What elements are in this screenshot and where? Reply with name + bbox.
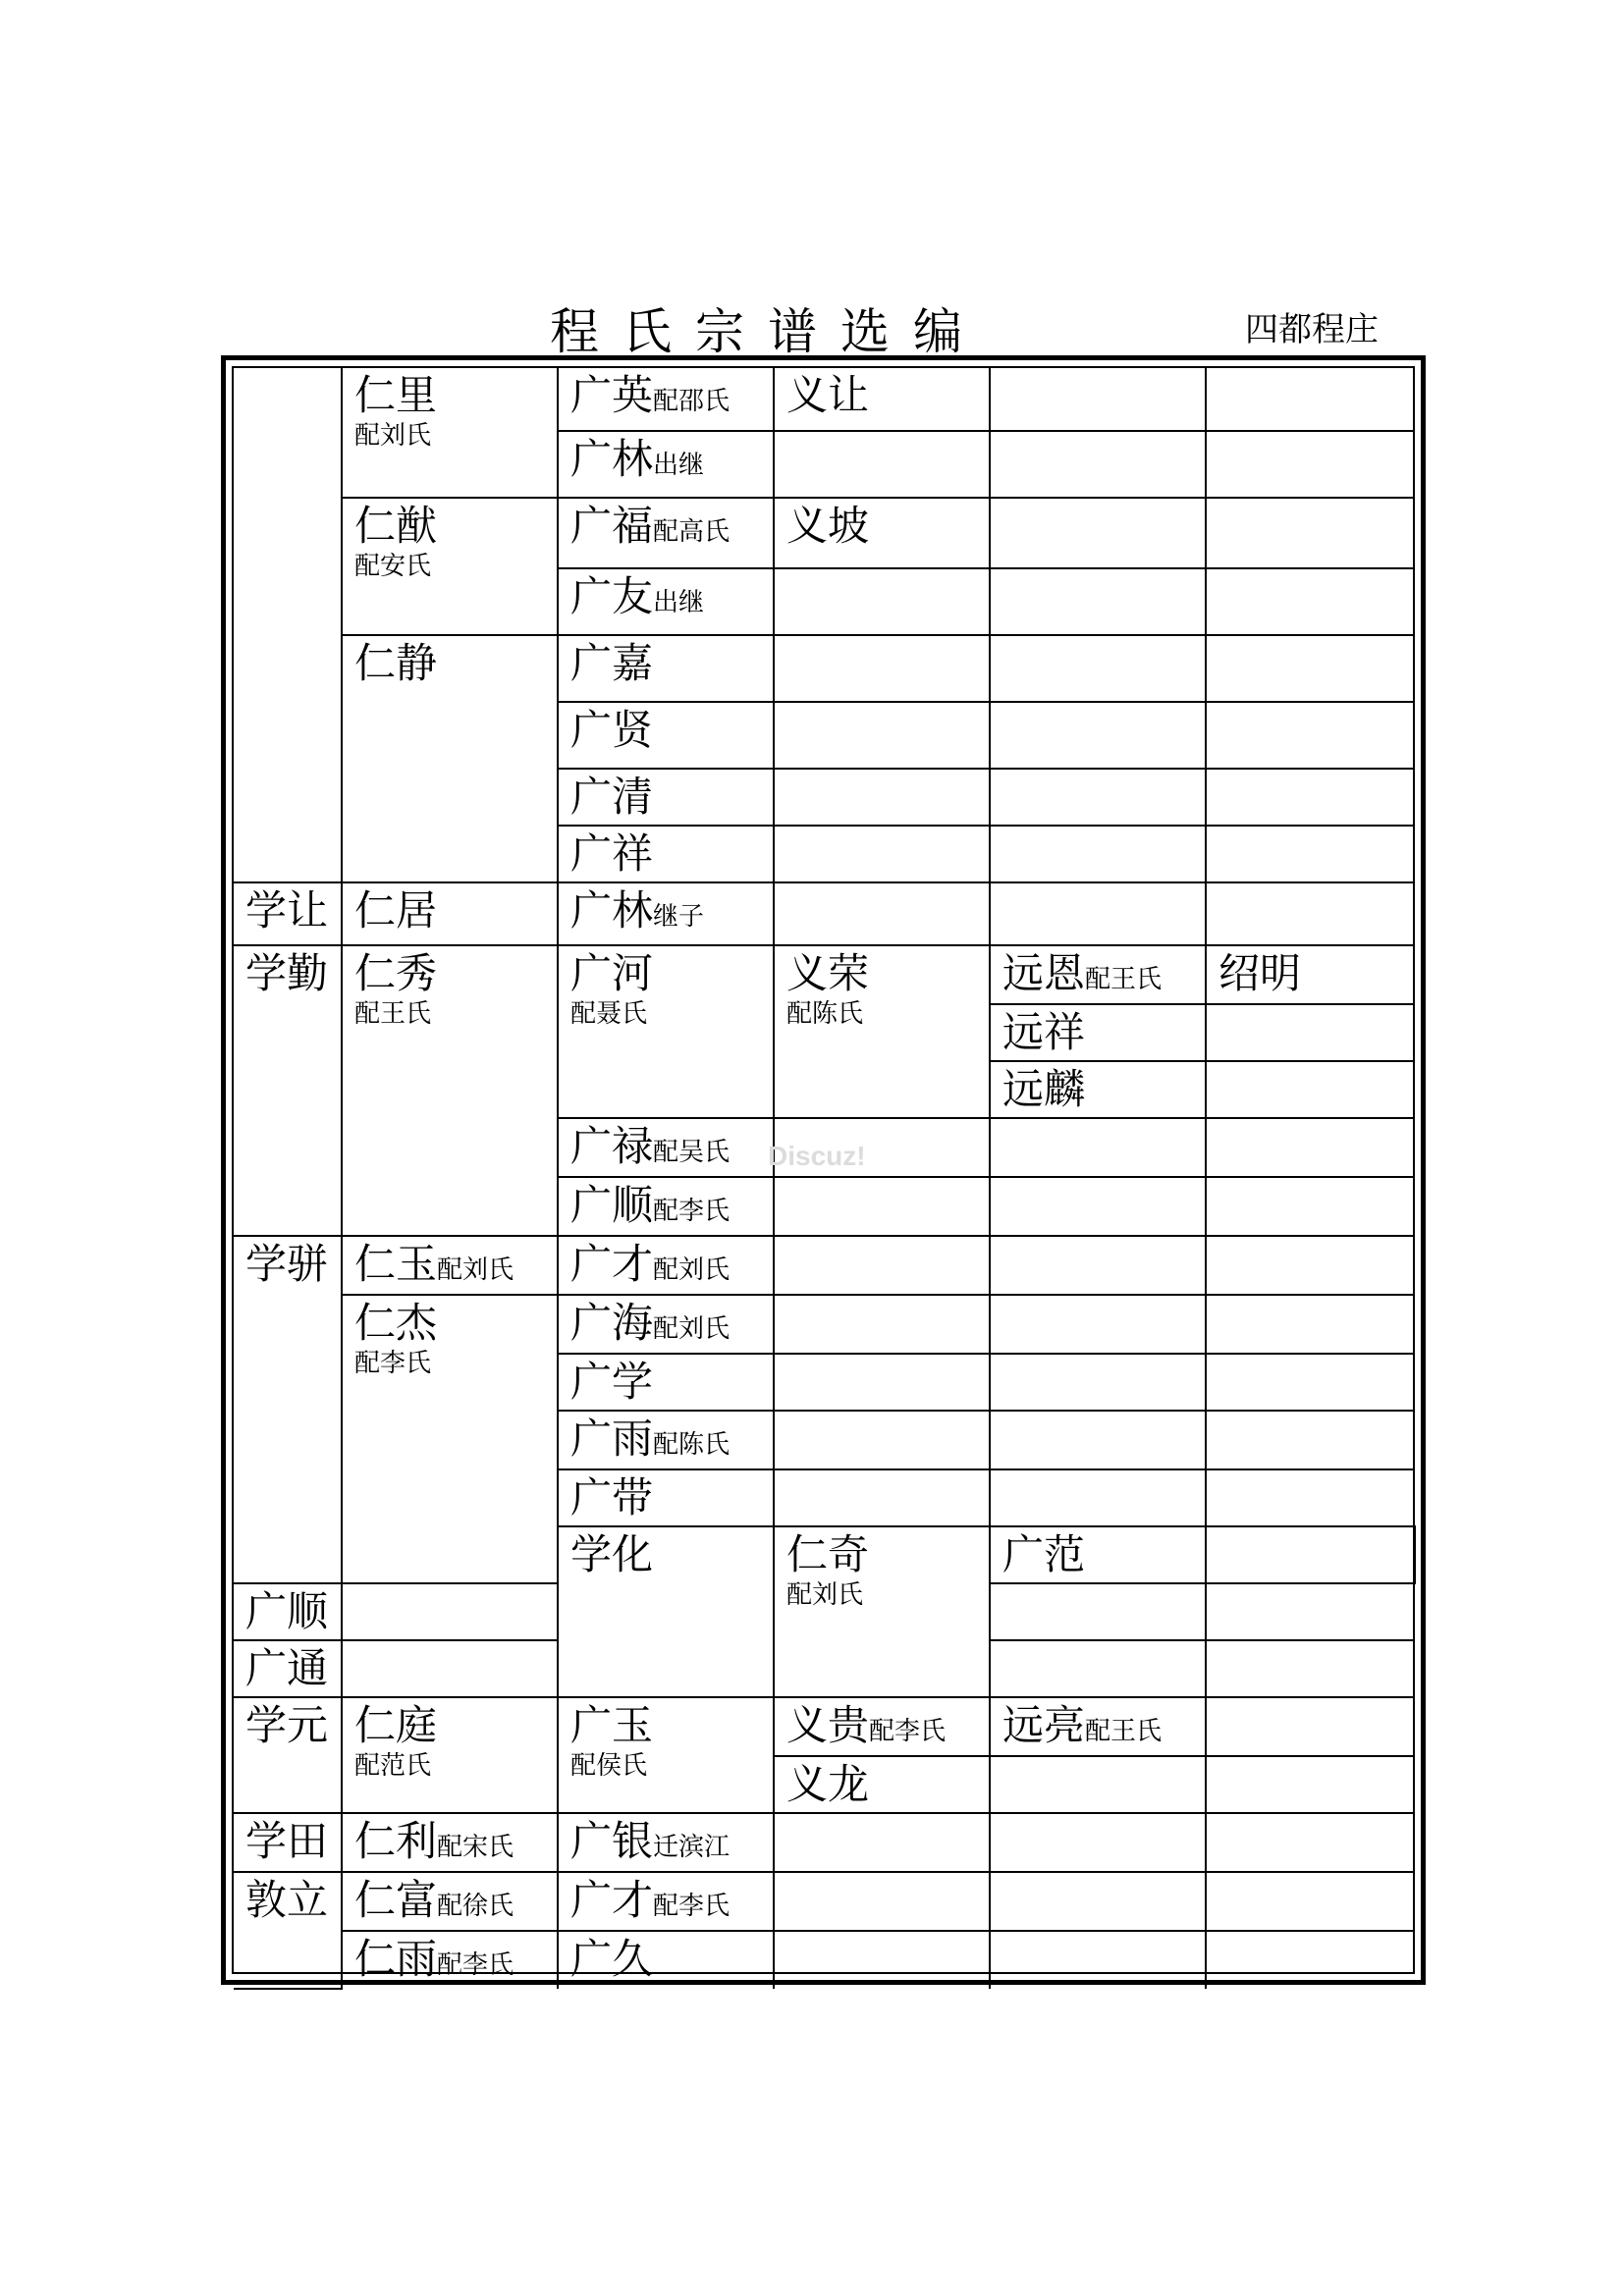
cell-person — [1206, 945, 1415, 1004]
person-note: 配陈氏 — [786, 999, 864, 1029]
person-note: 配刘氏 — [786, 1580, 864, 1610]
person-name: 义龙 — [786, 1760, 870, 1808]
person-name: 学化 — [570, 1530, 654, 1578]
person-name: 广祥 — [570, 829, 654, 878]
cell-person — [342, 635, 558, 882]
cell-person — [234, 1697, 342, 1813]
cell-person — [558, 1872, 774, 1931]
person-note: 配李氏 — [869, 1717, 947, 1746]
cell-person — [342, 368, 558, 498]
cell-person — [234, 1236, 342, 1583]
cell-person — [558, 945, 774, 1118]
cell-empty — [990, 1756, 1206, 1813]
person-note: 出继 — [653, 451, 705, 480]
cell-empty — [990, 568, 1206, 635]
cell-empty — [990, 1583, 1206, 1640]
genealogy-table — [234, 368, 1415, 1990]
cell-empty — [774, 431, 990, 498]
cell-person — [558, 635, 774, 702]
cell-person — [990, 945, 1206, 1004]
cell-person — [342, 1813, 558, 1872]
cell-empty — [774, 769, 990, 826]
person-name: 广英 — [570, 371, 654, 419]
cell-empty — [990, 1295, 1206, 1354]
cell-person — [558, 1697, 774, 1813]
person-note: 配安氏 — [354, 552, 432, 581]
person-name: 敦立 — [245, 1876, 329, 1924]
person-name: 远恩 — [1002, 949, 1086, 997]
cell-empty — [1206, 1640, 1415, 1697]
person-name: 仁雨 — [354, 1935, 438, 1983]
person-name: 绍明 — [1218, 949, 1302, 997]
cell-person — [234, 882, 342, 945]
person-name: 广银 — [570, 1817, 654, 1865]
cell-person — [558, 769, 774, 826]
cell-empty — [1206, 1118, 1415, 1177]
person-name: 仁猷 — [354, 502, 438, 550]
person-name: 仁利 — [354, 1817, 438, 1865]
cell-empty — [990, 1872, 1206, 1931]
person-note: 配陈氏 — [653, 1430, 731, 1460]
person-name: 远麟 — [1002, 1065, 1086, 1113]
cell-empty — [774, 702, 990, 769]
person-name: 远亮 — [1002, 1701, 1086, 1749]
person-note: 配李氏 — [354, 1349, 432, 1378]
cell-person — [342, 1697, 558, 1813]
person-name: 仁庭 — [354, 1701, 438, 1749]
person-name: 仁秀 — [354, 949, 438, 997]
person-note: 配王氏 — [1085, 965, 1163, 994]
cell-empty — [990, 1469, 1206, 1526]
person-note: 配李氏 — [653, 1892, 731, 1921]
person-name: 广海 — [570, 1299, 654, 1347]
person-name: 仁里 — [354, 371, 438, 419]
cell-empty — [1206, 568, 1415, 635]
person-name: 广学 — [570, 1358, 654, 1406]
cell-empty — [990, 635, 1206, 702]
cell-empty — [774, 1469, 990, 1526]
cell-empty — [1206, 1061, 1415, 1118]
table-row — [234, 635, 1415, 702]
cell-person — [342, 1236, 558, 1295]
cell-empty — [990, 882, 1206, 945]
person-note: 配聂氏 — [570, 999, 648, 1029]
person-name: 广带 — [570, 1473, 654, 1522]
cell-person — [558, 498, 774, 568]
cell-empty — [1206, 1236, 1415, 1295]
cell-person — [342, 882, 558, 945]
cell-person — [558, 1526, 774, 1697]
person-name: 学勤 — [245, 949, 329, 997]
cell-empty — [774, 1177, 990, 1236]
table-row — [234, 945, 1415, 1004]
person-name: 广顺 — [245, 1587, 329, 1635]
cell-empty — [1206, 826, 1415, 882]
person-note: 迁滨江 — [653, 1833, 731, 1862]
cell-empty — [774, 1931, 990, 1989]
cell-empty — [774, 1813, 990, 1872]
cell-empty — [990, 368, 1206, 431]
person-name: 学让 — [245, 886, 329, 934]
person-name: 远祥 — [1002, 1008, 1086, 1056]
cell-empty — [1206, 882, 1415, 945]
cell-empty — [1206, 1872, 1415, 1931]
table-row — [234, 1236, 1415, 1295]
person-name: 广禄 — [570, 1122, 654, 1170]
cell-person — [558, 1177, 774, 1236]
cell-empty — [1206, 1354, 1415, 1411]
cell-person — [234, 945, 342, 1236]
cell-empty — [990, 431, 1206, 498]
cell-person — [774, 1756, 990, 1813]
cell-empty — [990, 1177, 1206, 1236]
person-name: 义荣 — [786, 949, 870, 997]
cell-empty — [1206, 1469, 1415, 1526]
table-row — [234, 1813, 1415, 1872]
cell-empty — [1206, 1295, 1415, 1354]
person-note: 配邵氏 — [653, 387, 731, 416]
person-note: 配王氏 — [354, 999, 432, 1029]
cell-empty — [990, 702, 1206, 769]
cell-empty — [990, 498, 1206, 568]
person-name: 学田 — [245, 1817, 329, 1865]
cell-person — [990, 1526, 1206, 1583]
person-note: 配宋氏 — [437, 1833, 514, 1862]
cell-person — [342, 1295, 558, 1583]
person-name: 广雨 — [570, 1415, 654, 1463]
cell-empty — [990, 1236, 1206, 1295]
person-name: 义让 — [786, 371, 870, 419]
person-name: 广通 — [245, 1644, 329, 1692]
cell-empty — [1206, 1583, 1415, 1640]
cell-person — [990, 1061, 1206, 1118]
person-note: 配高氏 — [653, 517, 731, 547]
cell-empty — [774, 1295, 990, 1354]
table-row — [234, 1872, 1415, 1931]
person-name: 仁玉 — [354, 1240, 438, 1288]
cell-empty — [342, 1640, 558, 1697]
cell-empty — [990, 826, 1206, 882]
cell-person — [558, 568, 774, 635]
table-row — [234, 1295, 1415, 1354]
cell-person — [558, 1354, 774, 1411]
cell-empty — [774, 1411, 990, 1469]
cell-empty — [990, 1118, 1206, 1177]
cell-person — [234, 1813, 342, 1872]
person-name: 仁居 — [354, 886, 438, 934]
person-name: 广才 — [570, 1876, 654, 1924]
cell-empty — [1206, 1177, 1415, 1236]
person-name: 学骈 — [245, 1240, 329, 1288]
cell-person — [558, 368, 774, 431]
cell-person — [342, 1931, 558, 1989]
person-note: 出继 — [653, 588, 705, 617]
cell-empty — [774, 1354, 990, 1411]
cell-person — [990, 1004, 1206, 1061]
person-note: 继子 — [653, 902, 705, 932]
watermark: Discuz! — [768, 1141, 866, 1171]
person-note: 配李氏 — [437, 1950, 514, 1980]
person-name: 仁富 — [354, 1876, 438, 1924]
table-row — [234, 1931, 1415, 1989]
cell-person — [558, 1118, 774, 1177]
cell-empty — [774, 882, 990, 945]
cell-empty — [1206, 1756, 1415, 1813]
cell-empty — [1206, 1004, 1415, 1061]
cell-person — [558, 1469, 774, 1526]
cell-person — [990, 1697, 1206, 1756]
person-name: 学元 — [245, 1701, 329, 1749]
person-note: 配刘氏 — [437, 1255, 514, 1285]
person-name: 仁奇 — [786, 1530, 870, 1578]
person-name: 广玉 — [570, 1701, 654, 1749]
cell-person — [774, 368, 990, 431]
cell-person — [774, 1697, 990, 1756]
person-note: 配刘氏 — [653, 1314, 731, 1344]
cell-empty — [1206, 1813, 1415, 1872]
person-name: 广贤 — [570, 706, 654, 754]
cell-person — [234, 1872, 342, 1989]
person-name: 广林 — [570, 886, 654, 934]
cell-empty — [990, 1354, 1206, 1411]
person-name: 广河 — [570, 949, 654, 997]
person-name: 义坡 — [786, 502, 870, 550]
person-name: 广嘉 — [570, 639, 654, 687]
cell-person — [558, 1931, 774, 1989]
cell-empty — [1206, 1526, 1415, 1583]
cell-empty — [990, 1411, 1206, 1469]
cell-person — [342, 498, 558, 635]
cell-person — [774, 498, 990, 568]
person-note: 配刘氏 — [354, 421, 432, 451]
person-note: 配刘氏 — [653, 1255, 731, 1285]
cell-empty — [1206, 635, 1415, 702]
cell-person — [342, 945, 558, 1236]
cell-person — [234, 1583, 342, 1640]
person-name: 广清 — [570, 773, 654, 821]
table-row — [234, 498, 1415, 568]
cell-empty — [774, 1872, 990, 1931]
person-note: 配李氏 — [653, 1197, 731, 1226]
cell-person — [774, 1526, 990, 1697]
cell-person — [558, 1411, 774, 1469]
cell-empty — [1206, 498, 1415, 568]
cell-empty — [1206, 1697, 1415, 1756]
person-note: 配侯氏 — [570, 1751, 648, 1781]
person-name: 广福 — [570, 502, 654, 550]
cell-empty — [1206, 1931, 1415, 1989]
page-title: 程氏宗谱选编 — [550, 303, 986, 360]
cell-person — [558, 882, 774, 945]
person-name: 广林 — [570, 435, 654, 483]
cell-empty — [1206, 769, 1415, 826]
cell-person — [558, 1295, 774, 1354]
person-note: 配吴氏 — [653, 1138, 731, 1167]
person-note: 配范氏 — [354, 1751, 432, 1781]
cell-empty — [1206, 368, 1415, 431]
cell-person — [558, 431, 774, 498]
person-note: 配王氏 — [1085, 1717, 1163, 1746]
person-name: 广范 — [1002, 1530, 1086, 1578]
person-note: 配徐氏 — [437, 1892, 514, 1921]
cell-empty — [1206, 702, 1415, 769]
person-name: 广顺 — [570, 1181, 654, 1229]
cell-empty — [1206, 1411, 1415, 1469]
cell-empty — [342, 1583, 558, 1640]
place-name: 四都程庄 — [1245, 310, 1379, 349]
table-row — [234, 882, 1415, 945]
cell-empty — [990, 1813, 1206, 1872]
cell-empty — [774, 568, 990, 635]
cell-person — [558, 1236, 774, 1295]
cell-person — [558, 826, 774, 882]
person-name: 义贵 — [786, 1701, 870, 1749]
cell-person — [774, 945, 990, 1118]
cell-empty — [1206, 431, 1415, 498]
cell-empty — [990, 769, 1206, 826]
cell-empty — [990, 1640, 1206, 1697]
cell-empty — [774, 826, 990, 882]
cell-empty — [234, 368, 342, 882]
cell-person — [558, 702, 774, 769]
cell-person — [558, 1813, 774, 1872]
table-row — [234, 368, 1415, 431]
person-name: 仁静 — [354, 639, 438, 687]
table-row — [234, 1697, 1415, 1756]
person-name: 仁杰 — [354, 1299, 438, 1347]
person-name: 广才 — [570, 1240, 654, 1288]
person-name: 广久 — [570, 1935, 654, 1983]
cell-empty — [774, 1236, 990, 1295]
cell-empty — [990, 1931, 1206, 1989]
cell-empty — [774, 635, 990, 702]
cell-person — [234, 1640, 342, 1697]
person-name: 广友 — [570, 572, 654, 620]
cell-person — [342, 1872, 558, 1931]
